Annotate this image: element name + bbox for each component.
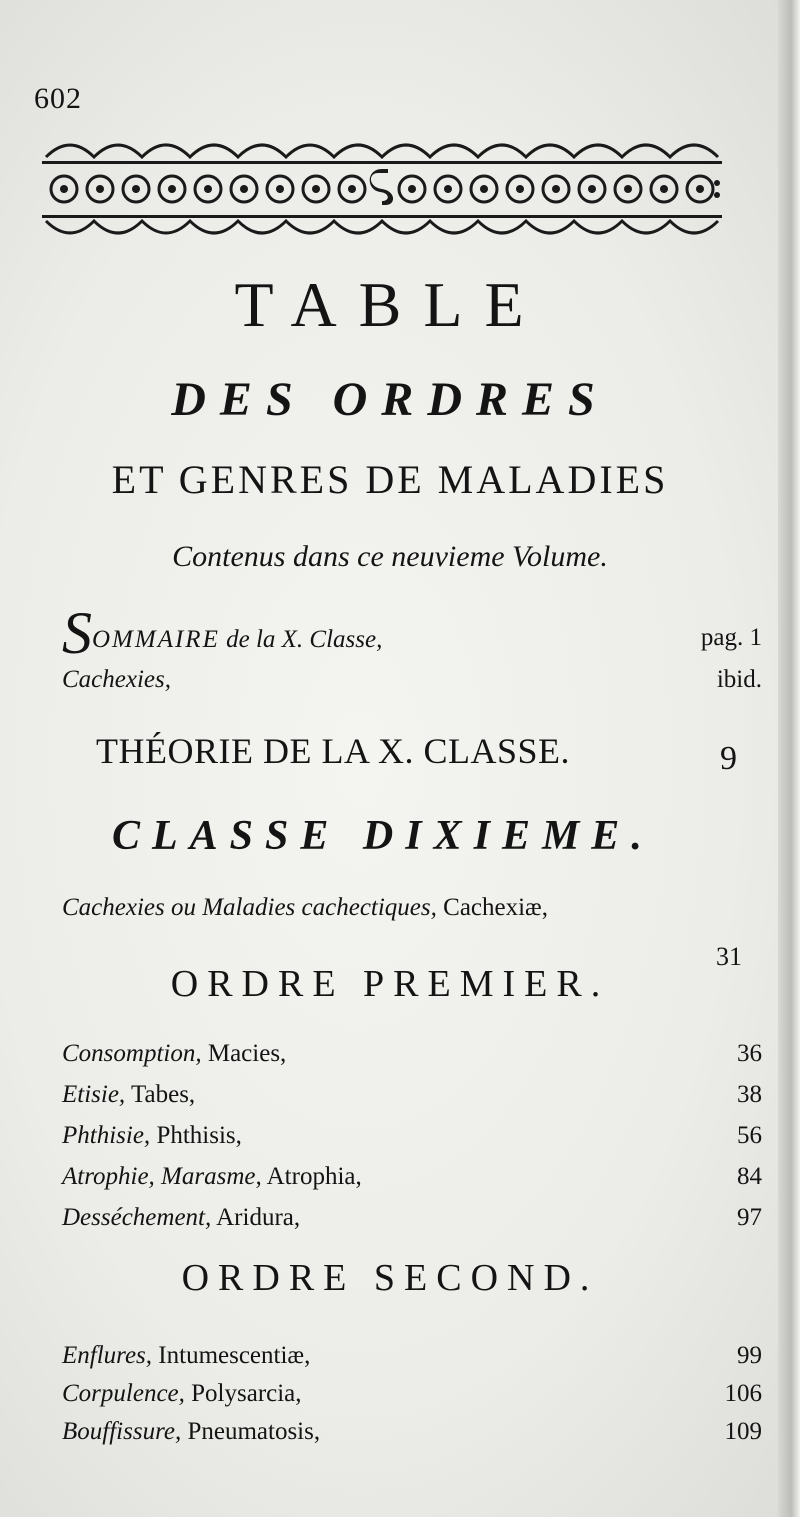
drop-initial: S — [62, 600, 92, 666]
toc-label-italic: Enflures, — [62, 1342, 153, 1369]
toc-label-italic: Corpulence, — [62, 1380, 185, 1407]
toc-row — [62, 1380, 762, 1414]
title-table: TABLE — [234, 269, 546, 340]
toc-page: 84 — [737, 1163, 762, 1190]
toc-label-latin: Atrophia, — [261, 1163, 362, 1190]
toc-label-italic: Phthisie, — [62, 1122, 151, 1149]
toc-page: 97 — [737, 1204, 762, 1231]
toc-row — [62, 1204, 762, 1238]
toc-label-latin: Pneumatosis, — [181, 1418, 321, 1445]
heading-ordre-premier: ORDRE PREMIER. — [170, 963, 610, 1005]
toc-row-sommaire — [62, 600, 762, 666]
heading-classe-dixieme: CLASSE DIXIEME. — [112, 813, 654, 859]
toc-label-italic: Etisie, — [62, 1081, 126, 1108]
toc-label-latin: Tabes, — [125, 1081, 196, 1108]
toc-page-cachexies: 31 — [716, 942, 742, 971]
toc-row — [62, 1418, 762, 1452]
toc-label-italic: Atrophie, Marasme, — [62, 1163, 262, 1190]
toc-page: 56 — [737, 1122, 762, 1149]
title-des-ordres: DES ORDRES — [171, 373, 609, 426]
toc-page: 38 — [737, 1081, 762, 1108]
toc-label-italic: Desséchement, — [62, 1204, 212, 1231]
decorative-ornament-band — [42, 135, 722, 243]
toc-page: 36 — [737, 1040, 762, 1067]
toc-label-latin: Phthisis, — [150, 1122, 242, 1149]
title-genres: ET GENRES DE MALADIES — [111, 457, 669, 502]
toc-label-smallcaps: OMMAIRE — [92, 626, 220, 653]
heading-ordre-second: ORDRE SECOND. — [181, 1257, 599, 1299]
heading-theorie: THÉORIE DE LA X. CLASSE. — [96, 731, 570, 771]
toc-row — [62, 1081, 762, 1115]
toc-row — [62, 1163, 762, 1197]
page-number: 602 — [34, 82, 82, 115]
toc-label: de la X. Classe, — [219, 626, 383, 653]
toc-row — [62, 1040, 762, 1074]
toc-label-italic: Cachexies ou Maladies cachectiques, — [62, 894, 437, 921]
toc-label-latin: Cachexiæ, — [436, 894, 548, 921]
toc-label-latin: Intumescentiæ, — [152, 1342, 311, 1369]
toc-row-cachexies — [62, 666, 762, 700]
toc-page: pag. 1 — [700, 624, 762, 651]
toc-page: ibid. — [716, 666, 762, 693]
toc-page: 109 — [724, 1418, 762, 1445]
toc-label-italic: Bouffissure, — [62, 1418, 182, 1445]
toc-label: Cachexies, — [62, 666, 171, 693]
toc-label-latin: Aridura, — [211, 1204, 301, 1231]
toc-page: 106 — [724, 1380, 762, 1407]
toc-row-cachexies-maladies — [62, 894, 762, 928]
title-subtitle: Contenus dans ce neuvieme Volume. — [172, 540, 608, 573]
toc-row — [62, 1342, 762, 1376]
toc-label-italic: Consomption, — [62, 1040, 202, 1067]
toc-row — [62, 1122, 762, 1156]
toc-label-latin: Polysarcia, — [184, 1380, 302, 1407]
toc-label-latin: Macies, — [201, 1040, 287, 1067]
toc-page: 99 — [737, 1342, 762, 1369]
heading-theorie-page: 9 — [720, 740, 737, 777]
